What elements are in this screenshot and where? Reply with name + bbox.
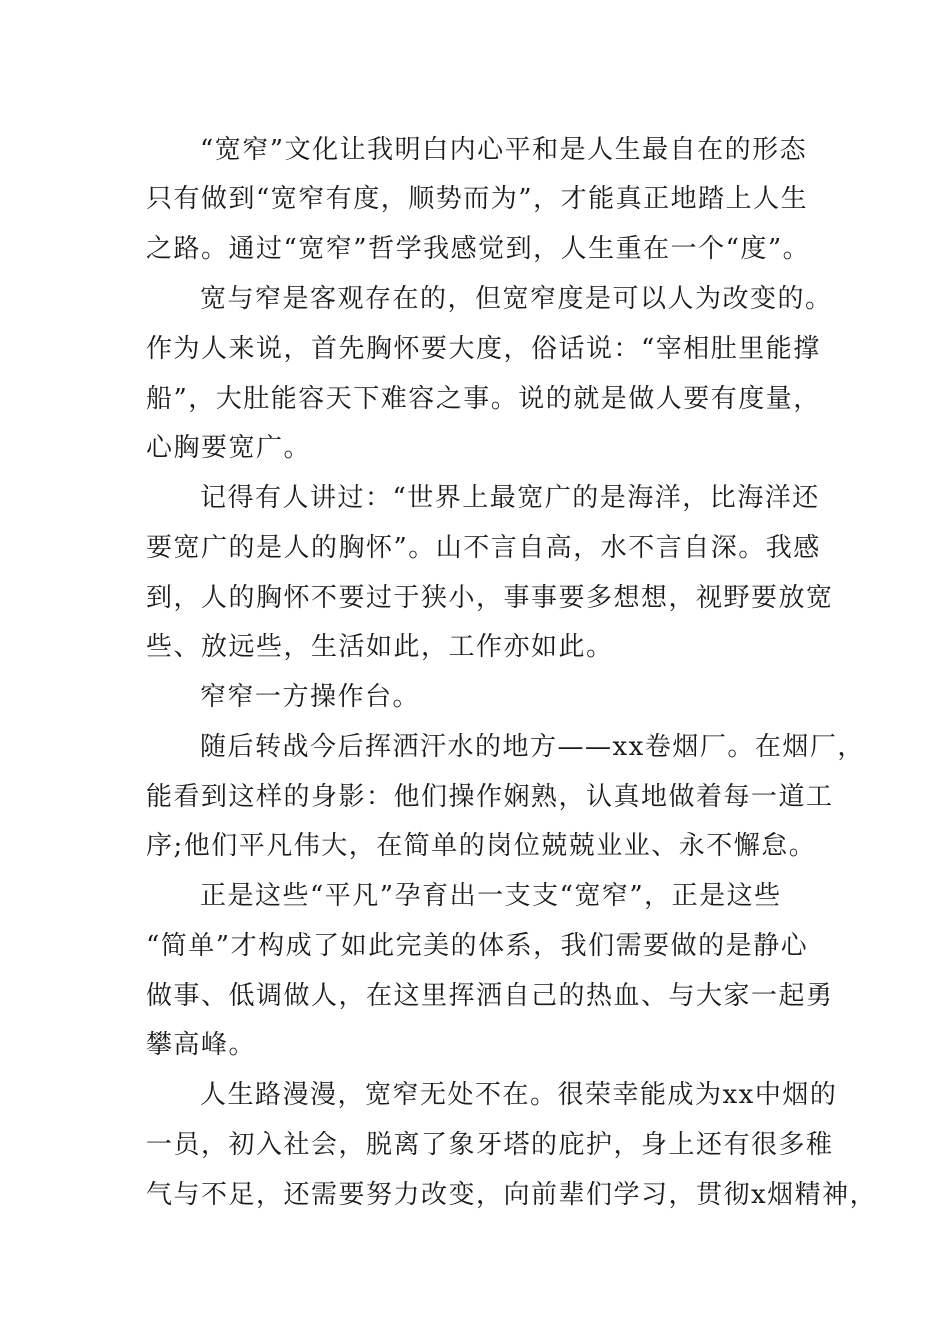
paragraph-1-line-1: “宽窄”文化让我明白内心平和是人生最自在的形态: [200, 135, 808, 165]
paragraph-6-line-4: 攀高峰。: [146, 1030, 257, 1060]
paragraph-3-line-2: 要宽广的是人的胸怀”。山不言自高，水不言自深。我感: [146, 533, 821, 563]
paragraph-1-line-2: 只有做到“宽窄有度，顺势而为”，才能真正地踏上人生: [146, 184, 809, 214]
paragraph-2-line-3: 船”，大肚能容天下难容之事。说的就是做人要有度量，: [146, 384, 821, 414]
paragraph-5-line-3: 序;他们平凡伟大，在简单的岗位兢兢业业、永不懈怠。: [146, 831, 817, 861]
paragraph-5-line-2: 能看到这样的身影：他们操作娴熟，认真地做着每一道工: [146, 782, 834, 812]
paragraph-2-line-2: 作为人来说，首先胸怀要大度，俗话说：“宰相肚里能撑: [146, 334, 821, 364]
paragraph-6-line-2: “简单”才构成了如此完美的体系，我们需要做的是静心: [146, 931, 809, 961]
paragraph-2-line-4: 心胸要宽广。: [146, 433, 312, 463]
paragraph-5-line-1: 随后转战今后挥洒汗水的地方——xx卷烟厂。在烟厂，: [200, 732, 865, 762]
paragraph-1-line-3: 之路。通过“宽窄”哲学我感觉到，人生重在一个“度”。: [146, 234, 811, 264]
paragraph-2-line-1: 宽与窄是客观存在的，但宽窄度是可以人为改变的。: [200, 284, 833, 314]
paragraph-6-line-1: 正是这些“平凡”孕育出一支支“宽窄”，正是这些: [200, 881, 782, 911]
paragraph-3-line-3: 到，人的胸怀不要过于狭小，事事要多想想，视野要放宽: [146, 583, 834, 613]
paragraph-7-line-3: 气与不足，还需要努力改变，向前辈们学习，贯彻x烟精神，: [146, 1180, 878, 1210]
paragraph-3-line-1: 记得有人讲过：“世界上最宽广的是海洋，比海洋还: [200, 483, 820, 513]
paragraph-3-line-4: 些、放远些，生活如此，工作亦如此。: [146, 632, 614, 662]
paragraph-4-line-1: 窄窄一方操作台。: [200, 682, 421, 712]
paragraph-6-line-3: 做事、低调做人，在这里挥洒自己的热血、与大家一起勇: [146, 981, 834, 1011]
paragraph-7-line-2: 一员，初入社会，脱离了象牙塔的庇护，身上还有很多稚: [146, 1130, 834, 1160]
paragraph-7-line-1: 人生路漫漫，宽窄无处不在。很荣幸能成为xx中烟的: [200, 1080, 838, 1110]
